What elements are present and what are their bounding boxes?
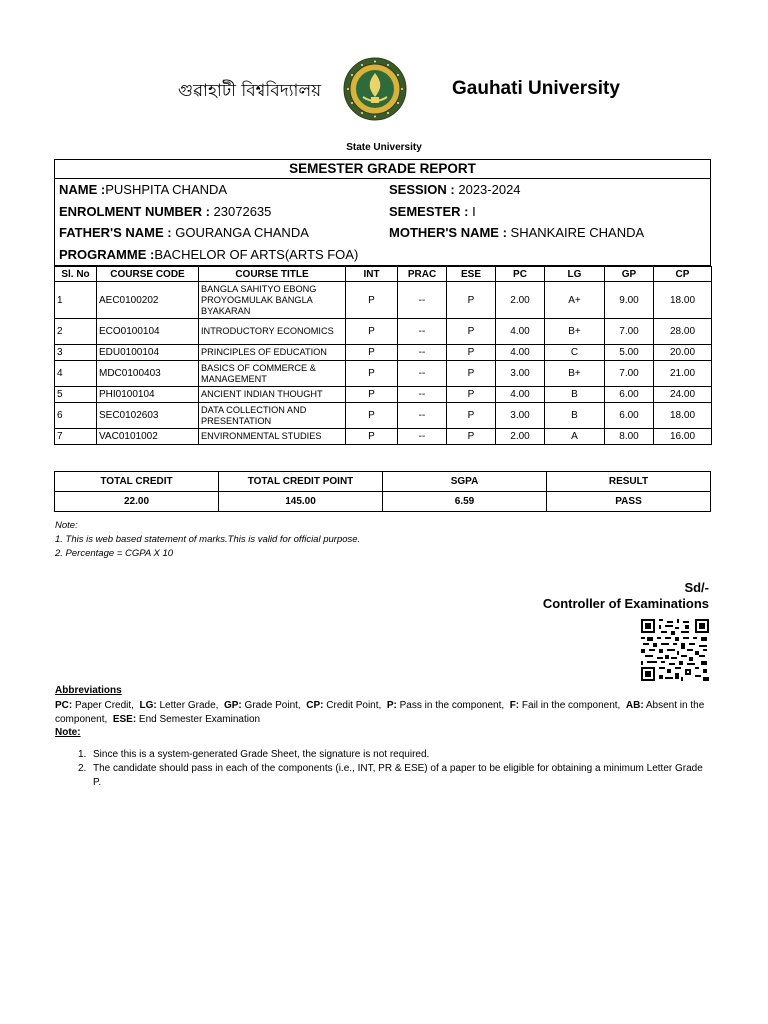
- table-cell: P: [447, 387, 496, 403]
- mother-name: [389, 225, 644, 240]
- signature-sd: Sd/-: [684, 580, 709, 595]
- father-name: [59, 225, 309, 240]
- table-cell: SEC0102603: [97, 403, 199, 429]
- note-title: Note:: [55, 520, 78, 531]
- table-cell: P: [447, 403, 496, 429]
- abbreviation-meaning: Fail in the component,: [519, 700, 626, 711]
- qr-code-icon: [641, 619, 709, 681]
- table-cell: 2: [55, 319, 97, 345]
- abbreviations-title: Abbreviations: [55, 685, 122, 696]
- footer-note-title: Note:: [55, 727, 81, 738]
- table-cell: AEC0100202: [97, 282, 199, 319]
- university-seal-icon: [343, 57, 407, 121]
- table-cell: PHI0100104: [97, 387, 199, 403]
- table-cell: 7.00: [605, 361, 654, 387]
- table-cell: 2.00: [496, 282, 545, 319]
- table-row: [55, 387, 712, 403]
- table-cell: P: [346, 429, 398, 445]
- name-label: NAME :: [59, 182, 106, 197]
- university-subtitle: State University: [346, 142, 422, 153]
- semester: [389, 204, 476, 219]
- mother-value: SHANKAIRE CHANDA: [506, 225, 645, 240]
- table-cell: 4.00: [496, 345, 545, 361]
- abbreviation-meaning: Paper Credit,: [72, 700, 140, 711]
- table-cell: 6: [55, 403, 97, 429]
- table-cell: --: [398, 403, 447, 429]
- table-cell: 4.00: [496, 387, 545, 403]
- table-cell: C: [545, 345, 605, 361]
- table-cell: 7: [55, 429, 97, 445]
- table-cell: 18.00: [654, 282, 712, 319]
- table-row: [55, 319, 712, 345]
- student-name: [59, 182, 227, 197]
- table-cell: P: [346, 403, 398, 429]
- table-row: [55, 345, 712, 361]
- table-cell: ENVIRONMENTAL STUDIES: [199, 429, 346, 445]
- table-cell: 21.00: [654, 361, 712, 387]
- table-cell: B: [545, 387, 605, 403]
- university-name-bengali: গুৱাহাটী বিশ্ববিদ্যালয়: [178, 81, 322, 101]
- name-value: PUSHPITA CHANDA: [105, 182, 228, 197]
- table-cell: P: [447, 345, 496, 361]
- programme-label: PROGRAMME :: [59, 247, 155, 262]
- grades-table: [54, 266, 712, 445]
- table-cell: MDC0100403: [97, 361, 199, 387]
- table-row: [55, 361, 712, 387]
- table-cell: 4.00: [496, 319, 545, 345]
- total-credit-point-value: 145.00: [219, 492, 383, 512]
- summary-header: TOTAL CREDIT POINT: [219, 472, 383, 492]
- table-cell: B: [545, 403, 605, 429]
- table-cell: 7.00: [605, 319, 654, 345]
- table-cell: A+: [545, 282, 605, 319]
- table-row: [55, 282, 712, 319]
- table-cell: DATA COLLECTION AND PRESENTATION: [199, 403, 346, 429]
- table-cell: 5.00: [605, 345, 654, 361]
- table-cell: 8.00: [605, 429, 654, 445]
- col-header: LG: [545, 267, 605, 282]
- col-header: COURSE TITLE: [199, 267, 346, 282]
- table-cell: 1: [55, 282, 97, 319]
- table-cell: B+: [545, 319, 605, 345]
- table-cell: --: [398, 429, 447, 445]
- university-name: Gauhati University: [452, 78, 620, 99]
- summary-value-row: [55, 492, 711, 512]
- table-cell: 6.00: [605, 403, 654, 429]
- abbreviation-key: PC:: [55, 700, 73, 711]
- abbreviation-meaning: Pass in the component,: [396, 700, 510, 711]
- total-credit-value: 22.00: [55, 492, 219, 512]
- abbreviation-meaning: Credit Point,: [323, 700, 387, 711]
- session: [389, 182, 521, 197]
- summary-header: RESULT: [547, 472, 711, 492]
- list-item: 2. The candidate should pass in each of the components (i.e., INT, PR & ESE) of a paper to be eligible for obtaining a minimum Letter Grade P.: [78, 763, 703, 788]
- table-cell: P: [447, 282, 496, 319]
- table-cell: INTRODUCTORY ECONOMICS: [199, 319, 346, 345]
- table-cell: 3: [55, 345, 97, 361]
- father-label: FATHER'S NAME :: [59, 225, 172, 240]
- enrolment-value: 23072635: [209, 204, 272, 219]
- abbreviation-key: ESE:: [112, 714, 137, 725]
- semester-value: I: [468, 204, 476, 219]
- table-cell: P: [447, 361, 496, 387]
- grades-header-row: [55, 267, 712, 282]
- abbreviation-key: CP:: [306, 700, 324, 711]
- col-header: GP: [605, 267, 654, 282]
- table-cell: P: [346, 319, 398, 345]
- table-cell: ANCIENT INDIAN THOUGHT: [199, 387, 346, 403]
- table-cell: 6.00: [605, 387, 654, 403]
- summary-header: TOTAL CREDIT: [55, 472, 219, 492]
- table-cell: EDU0100104: [97, 345, 199, 361]
- table-cell: P: [447, 429, 496, 445]
- note-line: 1. This is web based statement of marks.This is valid for official purpose.: [55, 534, 361, 545]
- table-cell: A: [545, 429, 605, 445]
- abbreviation-key: P:: [386, 700, 397, 711]
- table-cell: --: [398, 387, 447, 403]
- list-item: 1. Since this is a system-generated Grade Sheet, the signature is not required.: [78, 749, 430, 760]
- enrolment-number: [59, 204, 271, 219]
- session-value: 2023-2024: [454, 182, 521, 197]
- col-header: PC: [496, 267, 545, 282]
- table-cell: P: [346, 387, 398, 403]
- abbreviation-meaning: Letter Grade,: [156, 700, 224, 711]
- table-cell: PRINCIPLES OF EDUCATION: [199, 345, 346, 361]
- table-cell: 16.00: [654, 429, 712, 445]
- table-cell: 4: [55, 361, 97, 387]
- semester-label: SEMESTER :: [389, 204, 469, 219]
- table-cell: --: [398, 361, 447, 387]
- table-cell: B+: [545, 361, 605, 387]
- table-cell: 5: [55, 387, 97, 403]
- table-cell: --: [398, 319, 447, 345]
- table-cell: P: [346, 282, 398, 319]
- result-value: PASS: [547, 492, 711, 512]
- note-line: 2. Percentage = CGPA X 10: [55, 548, 174, 559]
- col-header: INT: [346, 267, 398, 282]
- table-cell: 28.00: [654, 319, 712, 345]
- controller-of-examinations: Controller of Examinations: [542, 596, 709, 611]
- abbreviation-meaning: Grade Point,: [241, 700, 307, 711]
- col-header: PRAC: [398, 267, 447, 282]
- programme-value: BACHELOR OF ARTS(ARTS FOA): [154, 247, 359, 262]
- table-cell: --: [398, 282, 447, 319]
- abbreviation-key: GP:: [223, 700, 242, 711]
- table-cell: --: [398, 345, 447, 361]
- col-header: COURSE CODE: [97, 267, 199, 282]
- report-title: SEMESTER GRADE REPORT: [54, 159, 711, 179]
- table-cell: BASICS OF COMMERCE & MANAGEMENT: [199, 361, 346, 387]
- table-cell: ECO0100104: [97, 319, 199, 345]
- abbreviation-meaning: End Semester Examination: [136, 714, 261, 725]
- table-cell: VAC0101002: [97, 429, 199, 445]
- table-cell: 9.00: [605, 282, 654, 319]
- programme: [59, 247, 358, 262]
- abbreviation-key: F:: [509, 700, 520, 711]
- footer-note-list: [78, 748, 708, 790]
- table-cell: 3.00: [496, 361, 545, 387]
- list-item-text: Since this is a system-generated Grade Sheet, the signature is not required.: [93, 749, 430, 760]
- col-header: CP: [654, 267, 712, 282]
- table-cell: BANGLA SAHITYO EBONG PROYOGMULAK BANGLA BYAKARAN: [199, 282, 346, 319]
- abbreviations-text: [55, 699, 715, 727]
- summary-header: SGPA: [383, 472, 547, 492]
- table-cell: P: [346, 345, 398, 361]
- table-cell: 3.00: [496, 403, 545, 429]
- abbreviation-key: LG:: [139, 700, 157, 711]
- abbreviation-key: AB:: [625, 700, 644, 711]
- enrolment-label: ENROLMENT NUMBER :: [59, 204, 210, 219]
- summary-header-row: [55, 472, 711, 492]
- summary-table: [54, 471, 711, 512]
- col-header: Sl. No: [55, 267, 97, 282]
- session-label: SESSION :: [389, 182, 455, 197]
- col-header: ESE: [447, 267, 496, 282]
- mother-label: MOTHER'S NAME :: [389, 225, 507, 240]
- table-cell: P: [346, 361, 398, 387]
- sgpa-value: 6.59: [383, 492, 547, 512]
- table-row: [55, 429, 712, 445]
- table-cell: P: [447, 319, 496, 345]
- table-cell: 2.00: [496, 429, 545, 445]
- table-cell: 24.00: [654, 387, 712, 403]
- table-row: [55, 403, 712, 429]
- list-item-text: The candidate should pass in each of the components (i.e., INT, PR & ESE) of a paper to be eligible for obtaining a minimum Letter Grade P.: [93, 763, 703, 788]
- table-cell: 18.00: [654, 403, 712, 429]
- abbreviation-meaning: Absent in the component,: [55, 700, 708, 725]
- father-value: GOURANGA CHANDA: [171, 225, 309, 240]
- table-cell: 20.00: [654, 345, 712, 361]
